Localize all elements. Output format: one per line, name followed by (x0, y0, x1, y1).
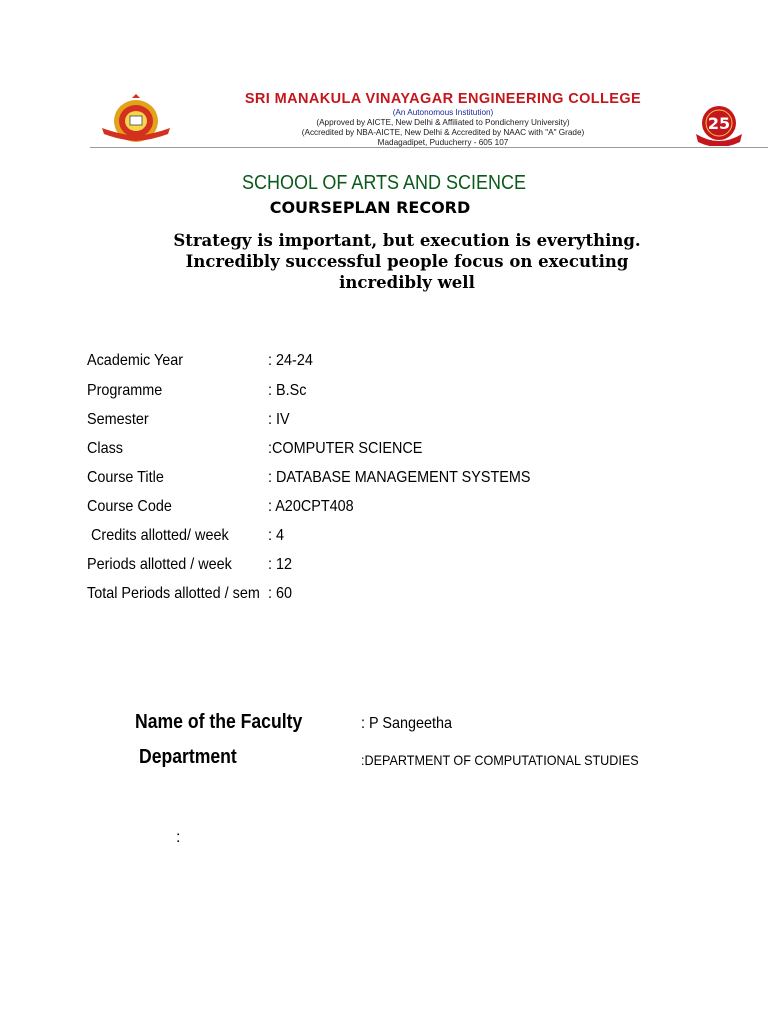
detail-label: Credits allotted/ week (87, 527, 229, 544)
detail-label: Class (87, 440, 124, 457)
motivational-quote (0, 230, 768, 293)
detail-label: Academic Year (87, 352, 184, 369)
detail-label: Semester (87, 411, 149, 428)
faculty-name-label: Name of the Faculty (135, 711, 303, 733)
college-name: SRI MANAKULA VINAYAGAR ENGINEERING COLLEGE (244, 91, 642, 107)
quote-line: incredibly well (339, 273, 475, 292)
college-subtitle-line: (Approved by AICTE, New Delhi & Affiliated to Pondicherry University) (316, 118, 570, 127)
college-subtitle (178, 108, 708, 148)
detail-value: : 12 (268, 556, 293, 573)
detail-label: Course Title (87, 469, 164, 486)
detail-value: : IV (268, 411, 290, 428)
detail-value: : B.Sc (268, 382, 307, 399)
department-label: Department (139, 746, 237, 768)
detail-value: : 60 (268, 585, 293, 602)
detail-label: Course Code (87, 498, 172, 515)
department-value: :DEPARTMENT OF COMPUTATIONAL STUDIES (361, 752, 639, 768)
detail-label: Total Periods allotted / sem (87, 585, 260, 602)
college-subtitle-line: (Accredited by NBA-AICTE, New Delhi & Accredited by NAAC with "A" Grade) (301, 128, 585, 137)
anniversary-badge-icon (694, 104, 744, 146)
faculty-name-value: : P Sangeetha (361, 715, 453, 732)
stray-colon: : (176, 829, 181, 846)
detail-value: : 24-24 (268, 352, 313, 369)
record-title: COURSEPLAN RECORD (269, 198, 471, 217)
header-divider (90, 147, 768, 148)
quote-line: Incredibly successful people focus on executing (185, 252, 629, 271)
school-title: SCHOOL OF ARTS AND SCIENCE (241, 172, 527, 194)
detail-value: : A20CPT408 (268, 498, 354, 515)
detail-value: : 4 (268, 527, 285, 544)
detail-value: : DATABASE MANAGEMENT SYSTEMS (268, 469, 531, 486)
detail-label: Periods allotted / week (87, 556, 232, 573)
college-subtitle-line: Madagadipet, Puducherry - 605 107 (377, 138, 509, 147)
college-logo-emblem (98, 94, 174, 144)
quote-line: Strategy is important, but execution is everything. (173, 231, 641, 250)
badge-number: 25 (707, 114, 731, 133)
detail-value: :COMPUTER SCIENCE (268, 440, 423, 457)
detail-label: Programme (87, 382, 163, 399)
college-subtitle-line: (An Autonomous Institution) (392, 108, 494, 117)
